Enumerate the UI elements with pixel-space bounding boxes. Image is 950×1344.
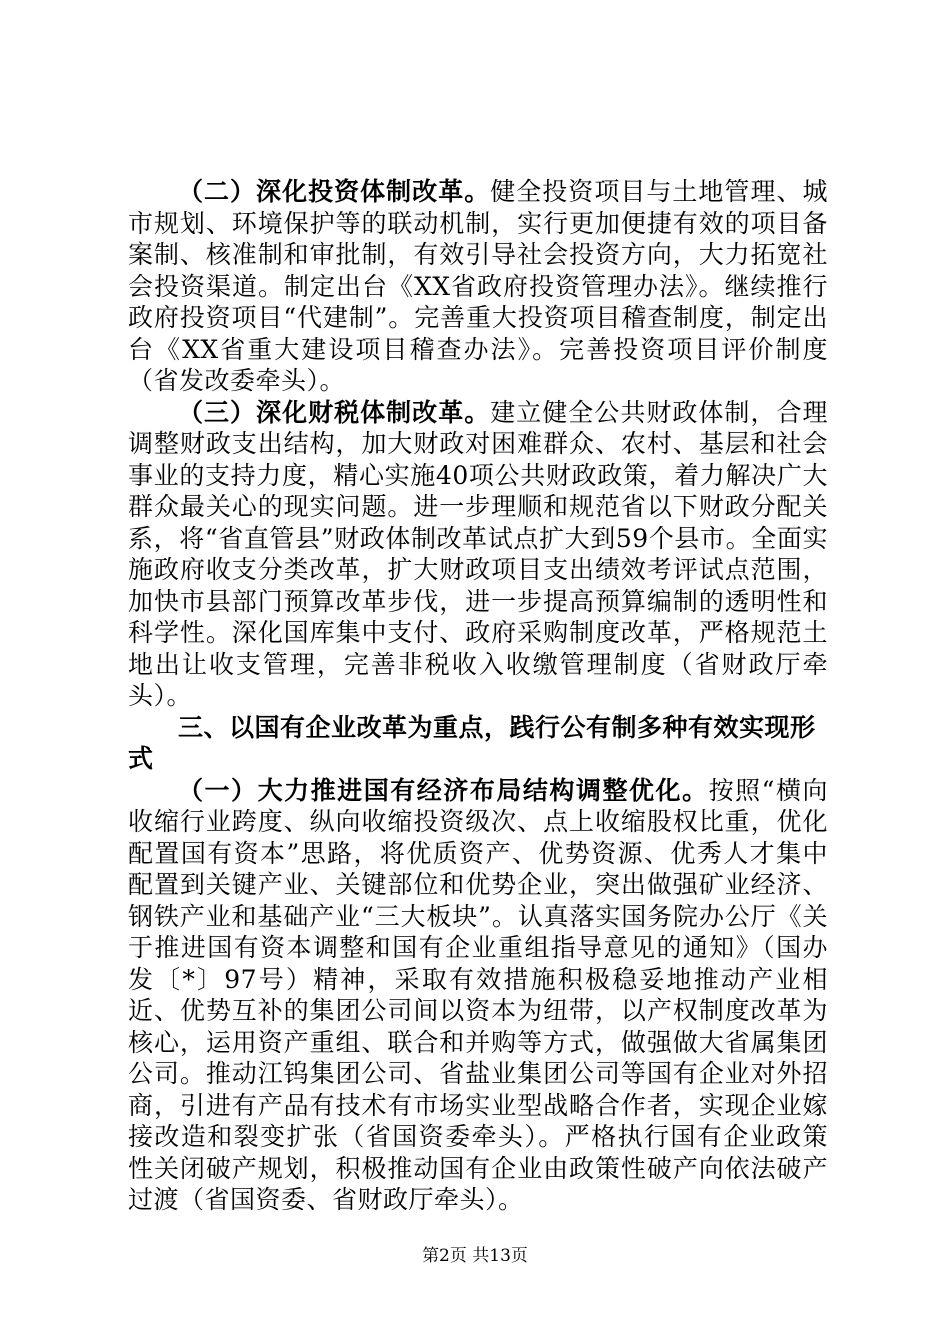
paragraph-text: 按照“横向收缩行业跨度、纵向收缩投资级次、点上收缩股权比重，优化配置国有资本”思路，将优质资产、优势资源、优秀人才集中配置到关键产业、关键部位和优势企业，突出做强矿业经济、钢铁产业和基础产业“三大板块”。认真落实国务院办公厅《关于推进国有资本调整和国有企业重组指导意见的通知》（国办发〔*〕97号）精神，采取有效措施积极稳妥地推动产业相近、优势互补的集团公司间以资本为纽带，以产权制度改革为核心，运用资产重组、联合和并购等方式，做强做大省属集团公司。推动江钨集团公司、省盐业集团公司等国有企业对外招商，引进有产品有技术有市场实业型战略合作者，实现企业嫁接改造和裂变扩张（省国资委牵头）。严格执行国有企业政策性关闭破产规划，积极推动国有企业由政策性破产向依法破产过渡（省国资委、省财政厅牵头）。 <box>128 775 828 1214</box>
page-number-footer: 第2页 共13页 <box>422 1246 528 1266</box>
paragraph-lead: （二）深化投资体制改革。 <box>178 177 491 206</box>
paragraph-state-economy <box>128 775 828 1216</box>
paragraph-lead: （三）深化财税体制改革。 <box>178 397 491 427</box>
paragraph-text: 健全投资项目与土地管理、城市规划、环境保护等的联动机制，实行更加便捷有效的项目备案制、核准制和审批制，有效引导社会投资方向，大力拓宽社会投资渠道。制定出台《XX省政府投资管理办法》。继续推行政府投资项目“代建制”。完善重大投资项目稽查制度，制定出台《XX省重大建设项目稽查办法》。完善投资项目评价制度（省发改委牵头）。 <box>128 177 828 395</box>
paragraph-text: 建立健全公共财政体制，合理调整财政支出结构，加大财政对困难群众、农村、基层和社会事业的支持力度，精心实施40项公共财政政策，着力解决广大群众最关心的现实问题。进一步理顺和规范省以下财政分配关系，将“省直管县”财政体制改革试点扩大到59个县市。全面实施政府收支分类改革，扩大财政项目支出绩效考评试点范围，加快市县部门预算改革步伐，进一步提高预算编制的透明性和科学性。深化国库集中支付、政府采购制度改革，严格规范土地出让收支管理，完善非税收入收缴管理制度（省财政厅牵头）。 <box>128 397 828 710</box>
section-heading: 三、以国有企业改革为重点，践行公有制多种有效实现形式 <box>128 712 816 773</box>
document-body <box>128 176 828 1216</box>
paragraph-investment-reform <box>128 176 828 397</box>
paragraph-lead: （一）大力推进国有经济布局结构调整优化。 <box>178 775 709 805</box>
paragraph-fiscal-reform <box>128 397 828 712</box>
